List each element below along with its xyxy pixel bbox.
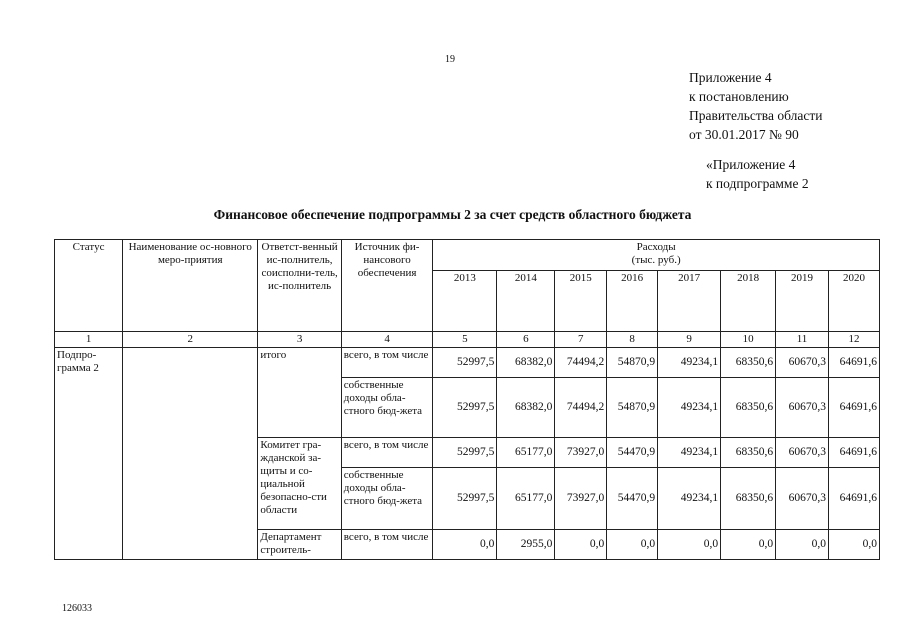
value-cell: 64691,6 [828, 378, 879, 438]
header-responsible: Ответст-венный ис-полнитель, соисполни-тель, ис-полнитель [258, 240, 341, 332]
value-cell: 60670,3 [776, 438, 829, 468]
column-number: 1 [55, 332, 123, 348]
value-cell: 68350,6 [721, 348, 776, 378]
column-number: 12 [828, 332, 879, 348]
header-year: 2017 [658, 271, 721, 332]
source-cell: собственные доходы обла-стного бюд-жета [341, 468, 433, 530]
value-cell: 0,0 [658, 530, 721, 560]
finance-table [54, 239, 880, 560]
value-cell: 68350,6 [721, 468, 776, 530]
source-cell: всего, в том числе [341, 438, 433, 468]
value-cell: 54870,9 [607, 348, 658, 378]
value-cell: 73927,0 [555, 438, 607, 468]
column-number: 6 [497, 332, 555, 348]
column-number: 2 [123, 332, 258, 348]
responsible-cell: Комитет гра-жданской за-щиты и со-циальной безопасно-сти области [258, 438, 341, 530]
value-cell: 0,0 [776, 530, 829, 560]
header-expenses-label: Расходы [636, 241, 676, 253]
value-cell: 60670,3 [776, 348, 829, 378]
column-number: 4 [341, 332, 433, 348]
column-number: 5 [433, 332, 497, 348]
header-status: Статус [55, 240, 123, 332]
header-name: Наименование ос-новного меро-приятия [123, 240, 258, 332]
column-number: 10 [721, 332, 776, 348]
appendix-line: Приложение 4 [689, 70, 772, 85]
document-title: Финансовое обеспечение подпрограммы 2 за счет средств областного бюджета [213, 207, 692, 222]
value-cell: 68382,0 [497, 348, 555, 378]
value-cell: 49234,1 [658, 468, 721, 530]
status-cell: Подпро-грамма 2 [55, 348, 123, 560]
appendix-line: от 30.01.2017 № 90 [689, 127, 799, 142]
value-cell: 52997,5 [433, 468, 497, 530]
appendix-block [689, 68, 822, 144]
document-code: 126033 [62, 603, 92, 614]
value-cell: 49234,1 [658, 348, 721, 378]
source-cell: всего, в том числе [341, 530, 433, 560]
value-cell: 2955,0 [497, 530, 555, 560]
value-cell: 0,0 [607, 530, 658, 560]
column-number: 11 [776, 332, 829, 348]
value-cell: 0,0 [555, 530, 607, 560]
appendix-line: к подпрограмме 2 [706, 176, 809, 191]
column-number: 8 [607, 332, 658, 348]
value-cell: 64691,6 [828, 468, 879, 530]
header-year: 2014 [497, 271, 555, 332]
value-cell: 52997,5 [433, 438, 497, 468]
value-cell: 73927,0 [555, 468, 607, 530]
value-cell: 68350,6 [721, 378, 776, 438]
value-cell: 54870,9 [607, 378, 658, 438]
column-number: 7 [555, 332, 607, 348]
value-cell: 54470,9 [607, 468, 658, 530]
appendix-line: к постановлению [689, 89, 789, 104]
appendix-line: «Приложение 4 [706, 157, 796, 172]
value-cell: 64691,6 [828, 438, 879, 468]
name-cell [123, 348, 258, 560]
header-year: 2018 [721, 271, 776, 332]
value-cell: 74494,2 [555, 348, 607, 378]
column-number: 3 [258, 332, 341, 348]
source-cell: всего, в том числе [341, 348, 433, 378]
value-cell: 0,0 [721, 530, 776, 560]
value-cell: 49234,1 [658, 438, 721, 468]
value-cell: 54470,9 [607, 438, 658, 468]
header-expenses-unit: (тыс. руб.) [631, 254, 681, 266]
value-cell: 0,0 [828, 530, 879, 560]
value-cell: 65177,0 [497, 468, 555, 530]
header-year: 2013 [433, 271, 497, 332]
value-cell: 52997,5 [433, 348, 497, 378]
header-year: 2020 [828, 271, 879, 332]
value-cell: 49234,1 [658, 378, 721, 438]
column-number: 9 [658, 332, 721, 348]
value-cell: 68350,6 [721, 438, 776, 468]
header-year: 2015 [555, 271, 607, 332]
responsible-cell: итого [258, 348, 341, 438]
value-cell: 74494,2 [555, 378, 607, 438]
header-year: 2016 [607, 271, 658, 332]
header-year: 2019 [776, 271, 829, 332]
responsible-cell: Департамент строитель- [258, 530, 341, 560]
appendix-block-2 [706, 155, 809, 193]
header-source: Источник фи-нансового обеспечения [341, 240, 433, 332]
header-expenses [433, 240, 880, 271]
value-cell: 68382,0 [497, 378, 555, 438]
value-cell: 52997,5 [433, 378, 497, 438]
page-number: 19 [445, 54, 455, 65]
source-cell: собственные доходы обла-стного бюд-жета [341, 378, 433, 438]
value-cell: 64691,6 [828, 348, 879, 378]
value-cell: 65177,0 [497, 438, 555, 468]
value-cell: 60670,3 [776, 468, 829, 530]
appendix-line: Правительства области [689, 108, 823, 123]
table-row [55, 348, 880, 378]
value-cell: 60670,3 [776, 378, 829, 438]
value-cell: 0,0 [433, 530, 497, 560]
